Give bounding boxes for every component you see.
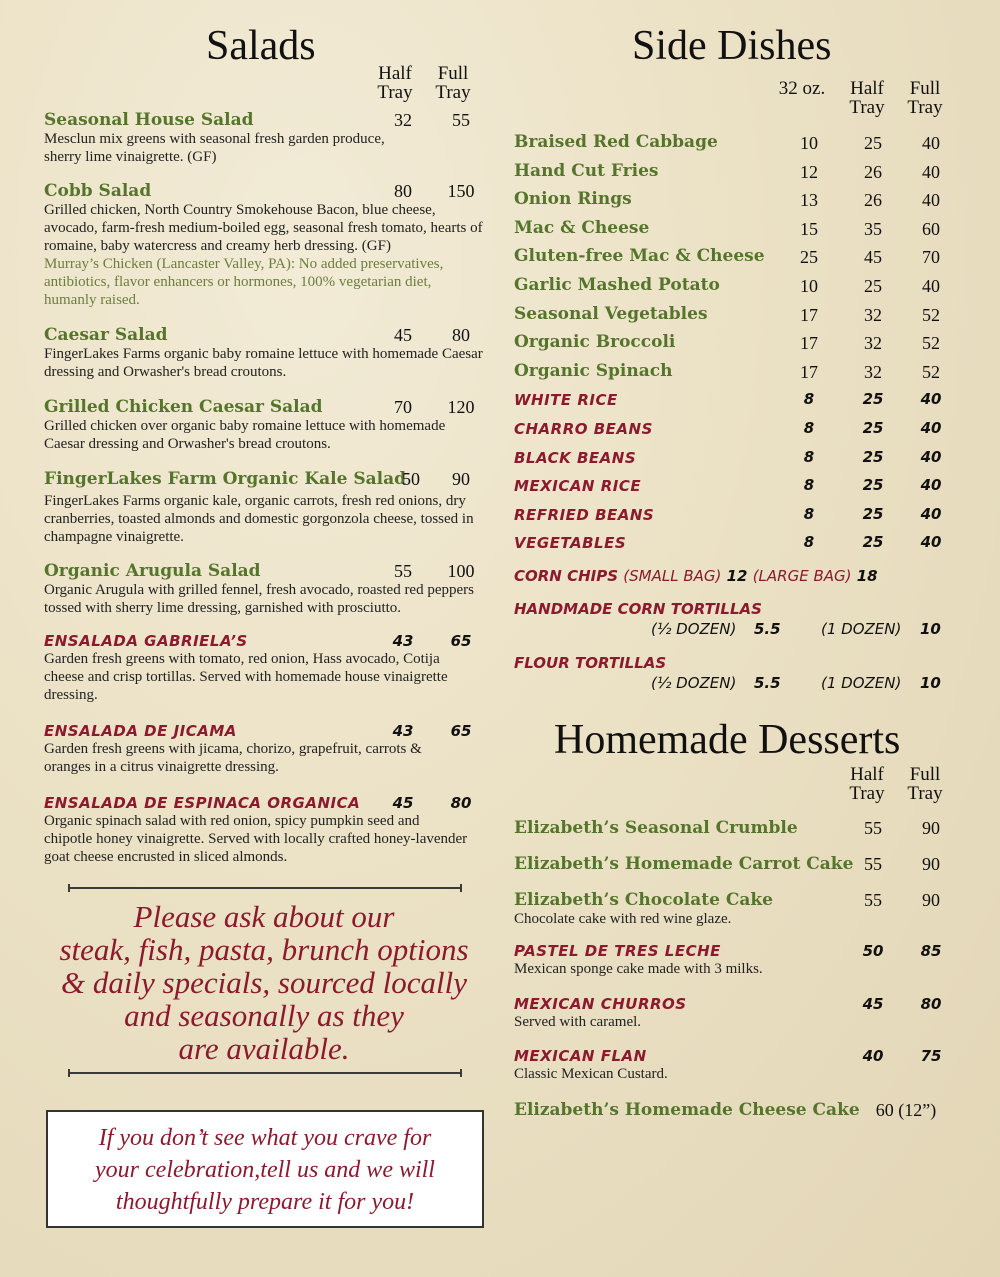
side-dish-row: [514, 504, 944, 530]
half-price: 32: [864, 361, 882, 382]
full-price: 40: [920, 504, 942, 523]
half-price: 55: [864, 818, 882, 838]
dessert-name: MEXICAN FLAN: [514, 1047, 647, 1065]
full-price: 40: [922, 133, 940, 153]
half-price: 26: [864, 161, 882, 182]
salad-description: Grilled chicken, North Country Smokehouse Bacon, blue cheese, avocado, farm-fresh medium-boiled egg, seasonal fresh tomato, hearts of romaine, baby watercress and creamy herb dressing. (GF): [44, 202, 483, 254]
full-price: 90: [922, 818, 940, 838]
side-dish-name: Braised Red Cabbage: [514, 132, 718, 152]
oz-price: 17: [800, 304, 818, 325]
full-tray-header: Full Tray: [435, 63, 471, 103]
side-dish-name: MEXICAN RICE: [514, 477, 642, 496]
side-dish-row: [514, 304, 944, 330]
half-price: 25: [864, 276, 882, 296]
dessert-name: PASTEL DE TRES LECHE: [514, 942, 721, 960]
half-price: 50: [862, 942, 884, 960]
oz-price: 8: [803, 504, 815, 523]
oz-price: 10: [800, 133, 818, 153]
promo-line: and seasonally as they: [124, 998, 404, 1033]
oz-price: 25: [800, 247, 818, 268]
oz-price: 8: [803, 476, 815, 495]
price: 12: [726, 567, 748, 585]
side-dish-name: REFRIED BEANS: [514, 505, 655, 524]
side-dish-name: VEGETABLES: [514, 534, 627, 553]
full-price: 80: [450, 794, 472, 812]
full-price: 80: [452, 325, 470, 345]
full-price: 40: [920, 476, 942, 495]
promo-line: Please ask about our: [133, 899, 395, 934]
side-dish-name: CHARRO BEANS: [514, 420, 653, 438]
dessert-item: [514, 942, 944, 978]
salad-name: ENSALADA DE JICAMA: [44, 722, 237, 740]
dessert-description: Chocolate cake with red wine glaze.: [514, 911, 732, 927]
price: 10: [920, 674, 941, 692]
side-dish-name: WHITE RICE: [514, 391, 618, 410]
full-price: 75: [920, 1047, 942, 1065]
full-price: 60: [922, 218, 940, 239]
side-dish-name: Organic Broccoli: [514, 332, 676, 353]
dessert-item: [514, 854, 944, 874]
price: 5.5: [754, 674, 781, 692]
full-price: 40: [920, 533, 942, 552]
half-price: 25: [862, 390, 884, 409]
dessert-item: [514, 818, 944, 838]
salad-note: Murray’s Chicken (Lancaster Valley, PA): No added preservatives, antibiotics, flavor enhancers or hormones, 100% vegetarian diet, humanly raised.: [44, 256, 444, 308]
oz-price: 8: [803, 419, 815, 437]
half-price: 32: [864, 333, 882, 354]
oz-price: 8: [803, 533, 815, 552]
dessert-item: [514, 1100, 944, 1120]
oz-price: 8: [803, 390, 815, 409]
salad-item: [44, 397, 484, 453]
side-dish-name: Hand Cut Fries: [514, 160, 659, 181]
full-price: 65: [450, 632, 472, 650]
salad-item: [44, 794, 484, 866]
divider-top: [68, 887, 462, 889]
salad-description: Mesclun mix greens with seasonal fresh garden produce, sherry lime vinaigrette. (GF): [44, 131, 385, 165]
dessert-item: [514, 1047, 944, 1083]
half-price: 43: [392, 632, 414, 650]
price: 18: [856, 567, 878, 585]
salad-description: Garden fresh greens with tomato, red onion, Hass avocado, Cotija cheese and crisp tortillas. Served with homemade house vinaigrette dressing.: [44, 651, 448, 703]
size-label: (½ DOZEN): [651, 620, 737, 638]
flour-tortillas-row: [514, 654, 944, 696]
salad-description: Organic Arugula with grilled fennel, fresh avocado, roasted red peppers tossed with sherry lime dressing, garnished with prosciutto.: [44, 582, 474, 616]
price: 10: [920, 620, 941, 638]
salad-description: FingerLakes Farms organic baby romaine lettuce with homemade Caesar dressing and Orwasher's bread croutons.: [44, 346, 483, 380]
half-price: 25: [864, 133, 882, 153]
side-dish-name: Organic Spinach: [514, 360, 673, 381]
side-dish-row: [514, 475, 944, 501]
full-price: 52: [922, 333, 940, 354]
half-price: 25: [862, 447, 884, 466]
half-price: 45: [394, 325, 412, 345]
salad-item: [44, 181, 484, 309]
half-price: 32: [864, 304, 882, 325]
salad-name: FingerLakes Farm Organic Kale Salad: [44, 469, 407, 489]
dessert-description: Mexican sponge cake made with 3 milks.: [514, 961, 763, 977]
salad-item: [44, 722, 484, 776]
full-price: 80: [920, 995, 942, 1013]
full-price: 70: [922, 247, 940, 268]
promo-line: steak, fish, pasta, brunch options: [59, 932, 469, 967]
box-line: If you don’t see what you crave for: [98, 1125, 432, 1151]
half-tray-header: Half Tray: [849, 78, 885, 118]
full-price: 40: [920, 419, 942, 437]
side-dish-name: Seasonal Vegetables: [514, 303, 708, 324]
oz-price: 17: [800, 333, 818, 354]
side-dish-row: [514, 418, 944, 444]
salad-name: ENSALADA DE ESPINACA ORGANICA: [44, 794, 361, 812]
salad-description: Garden fresh greens with jicama, chorizo, grapefruit, carrots & oranges in a citrus vinaigrette dressing.: [44, 741, 422, 775]
half-tray-header: Half Tray: [377, 63, 413, 103]
full-price: 55: [452, 110, 470, 130]
oz-price: 12: [800, 161, 818, 182]
half-price: 25: [862, 504, 884, 523]
salad-name: Caesar Salad: [44, 325, 168, 345]
dessert-name: Elizabeth’s Homemade Carrot Cake: [514, 854, 854, 874]
salad-name: Grilled Chicken Caesar Salad: [44, 397, 323, 417]
salad-description: Organic spinach salad with red onion, spicy pumpkin seed and chipotle honey vinaigrette. Served with locally crafted honey-lavender goat cheese encrusted in sliced almonds.: [44, 813, 468, 865]
full-price: 52: [922, 361, 940, 382]
full-price: 85: [920, 942, 942, 960]
full-price: 40: [922, 276, 940, 296]
item-name: CORN CHIPS: [514, 567, 619, 585]
side-dish-row: [514, 246, 944, 272]
oz-price: 15: [800, 218, 818, 239]
box-line: your celebration,tell us and we will: [95, 1157, 435, 1183]
full-tray-header: Full Tray: [907, 764, 943, 804]
half-price: 26: [864, 190, 882, 211]
full-price: 40: [920, 390, 942, 409]
half-price: 80: [394, 181, 412, 201]
dessert-item: [514, 995, 944, 1031]
size-label: (1 DOZEN): [821, 620, 902, 638]
dessert-name: Elizabeth’s Homemade Cheese Cake: [514, 1100, 860, 1120]
side-dish-row: [514, 161, 944, 187]
half-price: 55: [864, 890, 882, 910]
specials-promo: [44, 900, 484, 1065]
full-price: 90: [922, 854, 940, 874]
side-dish-name: Mac & Cheese: [514, 217, 650, 238]
box-line: thoughtfully prepare it for you!: [115, 1189, 415, 1215]
salad-description: Grilled chicken over organic baby romaine lettuce with homemade Caesar dressing and Orwasher's bread croutons.: [44, 418, 446, 452]
full-price: 40: [922, 190, 940, 211]
half-price: 25: [862, 533, 884, 552]
half-price: 25: [862, 419, 884, 437]
side-dish-name: Garlic Mashed Potato: [514, 275, 720, 295]
corn-tortillas-row: [514, 600, 944, 642]
oz-price: 13: [800, 190, 818, 211]
size-label: (1 DOZEN): [821, 674, 902, 692]
salad-name: Organic Arugula Salad: [44, 561, 261, 581]
salad-item: [44, 632, 484, 704]
half-price: 55: [864, 854, 882, 874]
promo-line: & daily specials, sourced locally: [60, 965, 468, 1000]
price: 5.5: [754, 620, 781, 638]
full-price: 150: [447, 181, 475, 201]
custom-request-box: [46, 1110, 484, 1228]
dessert-name: Elizabeth’s Chocolate Cake: [514, 890, 773, 910]
side-dish-row: [514, 389, 944, 415]
item-name: FLOUR TORTILLAS: [514, 654, 667, 672]
item-name: HANDMADE CORN TORTILLAS: [514, 600, 762, 618]
dessert-item: [514, 890, 944, 928]
32oz-header: 32 oz.: [778, 78, 826, 99]
size-label: (½ DOZEN): [651, 674, 737, 692]
half-price: 43: [392, 722, 414, 740]
half-price: 50: [402, 469, 420, 489]
salad-item: [44, 469, 484, 546]
salad-item: [44, 561, 484, 617]
half-price: 45: [392, 794, 414, 812]
price: 60 (12”): [875, 1100, 937, 1120]
divider-bottom: [68, 1072, 462, 1074]
salad-name: ENSALADA GABRIELA’S: [44, 632, 248, 650]
half-price: 32: [394, 110, 412, 130]
salads-title: Salads: [206, 23, 316, 69]
side-dish-name: BLACK BEANS: [514, 448, 637, 467]
salad-description: FingerLakes Farms organic kale, organic carrots, fresh red onions, dry cranberries, toasted almonds and domestic gorgonzola cheese, tossed in champagne vinaigrette.: [44, 493, 474, 545]
side-dish-row: [514, 532, 944, 558]
half-price: 70: [394, 397, 412, 417]
size-label: (LARGE BAG): [752, 567, 852, 585]
corn-chips-row: [514, 567, 944, 585]
half-price: 40: [862, 1047, 884, 1065]
half-price: 55: [394, 561, 412, 581]
dessert-description: Served with caramel.: [514, 1014, 642, 1030]
salad-name: Cobb Salad: [44, 181, 152, 201]
half-price: 35: [864, 218, 882, 239]
half-price: 45: [862, 995, 884, 1013]
desserts-title: Homemade Desserts: [554, 717, 901, 763]
full-tray-header: Full Tray: [907, 78, 943, 118]
side-dish-name: Onion Rings: [514, 189, 632, 210]
salad-item: [44, 110, 484, 166]
dessert-name: Elizabeth’s Seasonal Crumble: [514, 818, 798, 838]
half-price: 25: [862, 476, 884, 495]
full-price: 100: [447, 561, 475, 581]
side-dish-row: [514, 132, 944, 158]
side-dish-row: [514, 361, 944, 387]
size-label: (SMALL BAG): [623, 567, 722, 585]
side-dish-row: [514, 447, 944, 473]
side-dish-row: [514, 189, 944, 215]
side-dish-name: Gluten-free Mac & Cheese: [514, 246, 765, 267]
salad-item: [44, 325, 484, 381]
full-price: 40: [922, 161, 940, 182]
dessert-name: MEXICAN CHURROS: [514, 995, 687, 1013]
full-price: 90: [452, 469, 470, 489]
full-price: 52: [922, 304, 940, 325]
oz-price: 8: [803, 447, 815, 466]
dessert-description: Classic Mexican Custard.: [514, 1066, 668, 1082]
side-dish-row: [514, 218, 944, 244]
half-price: 45: [864, 247, 882, 268]
oz-price: 10: [800, 276, 818, 296]
full-price: 40: [920, 447, 942, 466]
promo-line: are available.: [178, 1031, 350, 1066]
oz-price: 17: [800, 361, 818, 382]
full-price: 65: [450, 722, 472, 740]
salad-name: Seasonal House Salad: [44, 110, 254, 130]
full-price: 120: [447, 397, 475, 417]
side-dish-row: [514, 275, 944, 301]
full-price: 90: [922, 890, 940, 910]
half-tray-header: Half Tray: [849, 764, 885, 804]
side-dishes-title: Side Dishes: [632, 23, 832, 69]
side-dish-row: [514, 332, 944, 358]
